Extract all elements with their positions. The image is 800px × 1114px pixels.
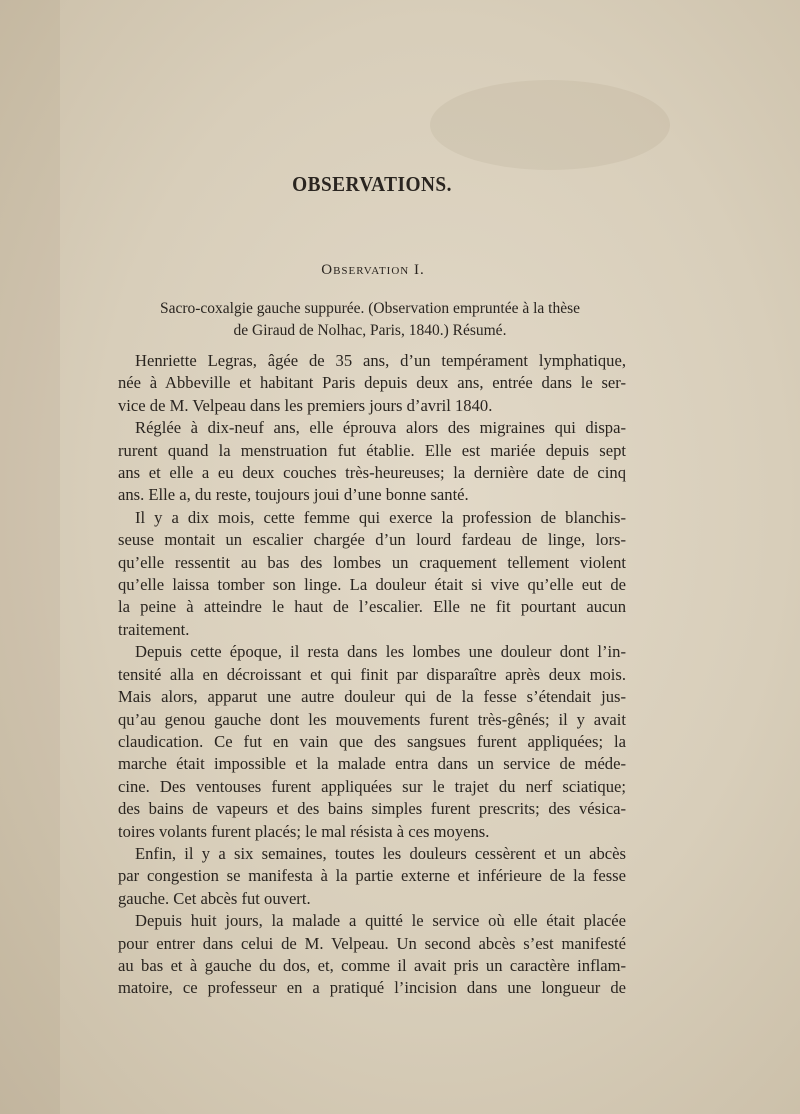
paragraph: [118, 417, 626, 507]
text-line: la peine à atteindre le haut de l’escalier. Elle ne fit pourtant aucun: [118, 597, 626, 617]
summary-line: de Giraud de Nolhac, Paris, 1840.) Résumé.: [233, 322, 507, 339]
section-title: OBSERVATIONS.: [292, 172, 452, 196]
text-line: qu’elle laissa tomber son linge. La douleur était si vive qu’elle eut de: [118, 575, 626, 595]
text-line: ans et elle a eu deux couches très-heureuses; la dernière date de cinq: [118, 463, 626, 483]
paragraph: [118, 350, 626, 417]
text-line: tensité alla en décroissant et qui finit par disparaître après deux mois.: [118, 664, 626, 684]
text-line: claudication. Ce fut en vain que des sangsues furent appliquées; la: [118, 731, 626, 751]
text-line: née à Abbeville et habitant Paris depuis deux ans, entrée dans le ser-: [118, 373, 626, 393]
paragraph: [118, 843, 626, 910]
text-line: rurent quand la menstruation fut établie. Elle est mariée depuis sept: [118, 440, 626, 460]
text-line: Depuis cette époque, il resta dans les lombes une douleur dont l’in-: [135, 642, 626, 662]
text-line: qu’au genou gauche dont les mouvements furent très-gênés; il y avait: [118, 709, 626, 729]
observation-summary: [120, 298, 620, 342]
text-line: seuse montait un escalier chargée d’un lourd fardeau de linge, lors-: [118, 530, 626, 550]
text-line: ans. Elle a, du reste, toujours joui d’une bonne santé.: [118, 485, 469, 505]
paragraph: [118, 507, 626, 641]
text-line: gauche. Cet abcès fut ouvert.: [118, 888, 311, 908]
observation-body: [118, 350, 626, 1000]
paragraph: [118, 641, 626, 843]
text-line: traitement.: [118, 619, 190, 639]
text-line: Réglée à dix-neuf ans, elle éprouva alors des migraines qui dispa-: [135, 418, 626, 438]
text-line: toires volants furent placés; le mal résista à ces moyens.: [118, 821, 490, 841]
text-line: par congestion se manifesta à la partie externe et inférieure de la fesse: [118, 866, 626, 886]
page-edge-shadow: [0, 0, 60, 1114]
text-line: au bas et à gauche du dos, et, comme il avait pris un caractère inflam-: [118, 955, 626, 975]
text-line: Il y a dix mois, cette femme qui exerce la profession de blanchis-: [135, 507, 626, 527]
text-line: marche était impossible et la malade entra dans un service de méde-: [118, 754, 626, 774]
summary-line: Sacro-coxalgie gauche suppurée. (Observation empruntée à la thèse: [159, 300, 581, 317]
text-line: Enfin, il y a six semaines, toutes les douleurs cessèrent et un abcès: [135, 843, 626, 863]
observation-heading: Observation I.: [321, 262, 425, 278]
text-line: cine. Des ventouses furent appliquées sur le trajet du nerf sciatique;: [118, 776, 626, 796]
text-line: Depuis huit jours, la malade a quitté le service où elle était placée: [135, 911, 626, 931]
text-line: vice de M. Velpeau dans les premiers jours d’avril 1840.: [118, 395, 493, 415]
text-line: Mais alors, apparut une autre douleur qui de la fesse s’étendait jus-: [118, 687, 626, 707]
text-line: qu’elle ressentit au bas des lombes un craquement tellement violent: [118, 552, 626, 572]
text-line: Henriette Legras, âgée de 35 ans, d’un tempérament lymphatique,: [135, 351, 626, 370]
paragraph: [118, 910, 626, 1000]
bleed-through-stain: [430, 80, 670, 170]
text-line: pour entrer dans celui de M. Velpeau. Un second abcès s’est manifesté: [118, 933, 626, 953]
text-line: des bains de vapeurs et des bains simples furent prescrits; des vésica-: [118, 799, 626, 819]
text-line: matoire, ce professeur en a pratiqué l’incision dans une longueur de: [118, 978, 626, 998]
